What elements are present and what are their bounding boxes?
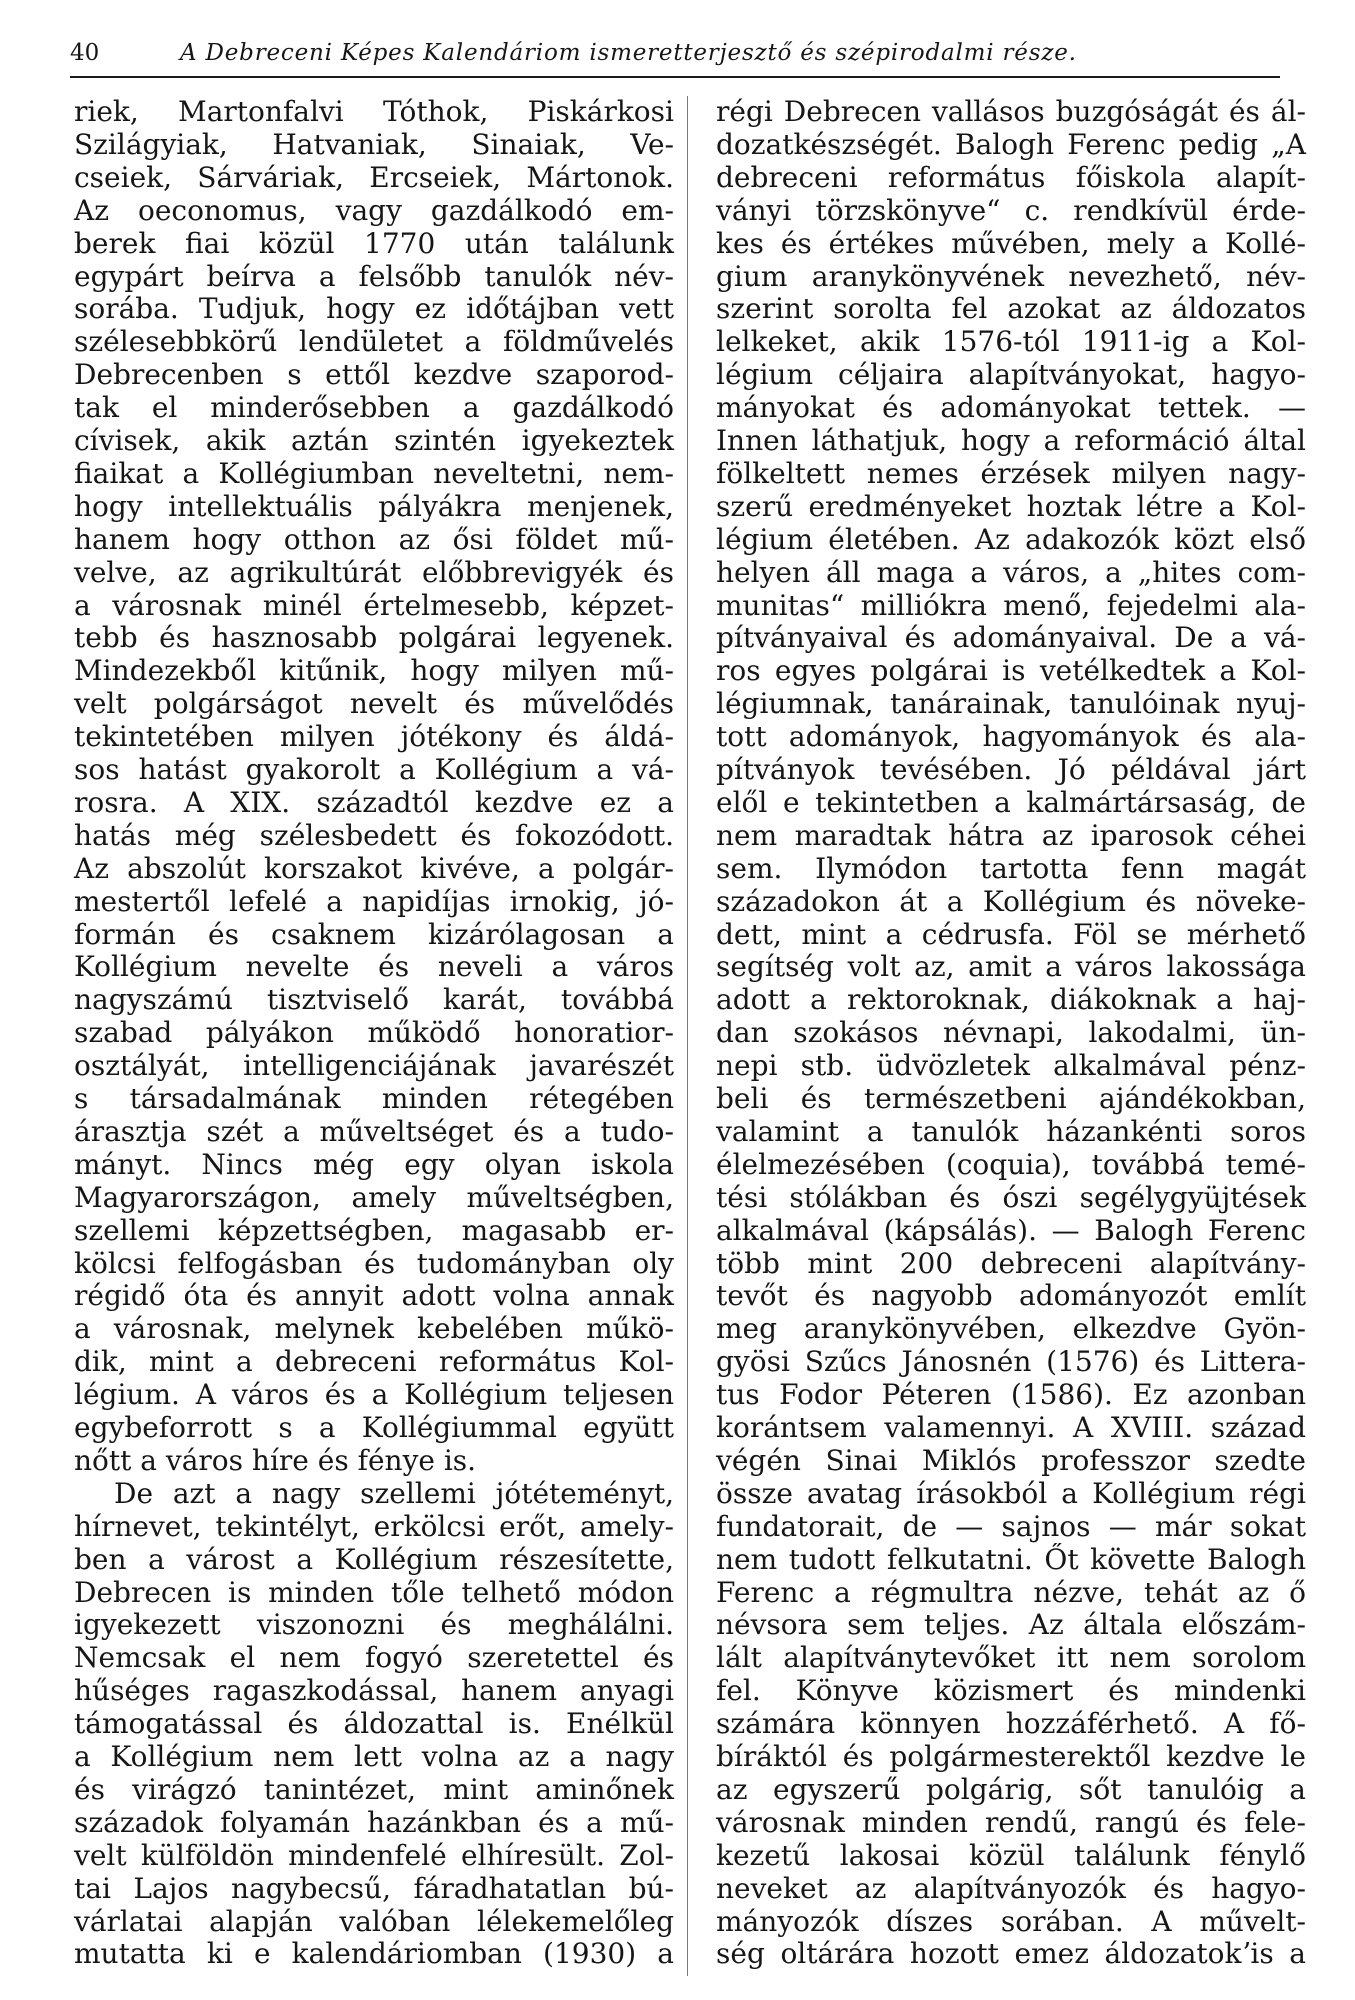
text-line: régi Debrecen vallásos buzgóságát és ál- <box>716 95 1306 128</box>
text-line: debreceni református főiskola alapít- <box>716 160 1306 194</box>
text-line: a városnak minél értelmesebb, képzet- <box>74 588 674 622</box>
text-line: pítványaival és adományaival. De a vá- <box>716 621 1306 655</box>
text-line: végén Sinai Miklós professzor szedte <box>716 1443 1306 1477</box>
text-line: riek, Martonfalvi Tóthok, Piskárkosi <box>74 95 674 128</box>
text-line: fundatorait, de — sajnos — már sokat <box>716 1509 1306 1543</box>
text-line: hűséges ragaszkodással, hanem anyagi <box>74 1674 674 1708</box>
text-line: egybeforrott s a Kollégiummal együtt <box>74 1411 674 1444</box>
text-line: Az abszolút korszakot kivéve, a polgár- <box>74 851 674 885</box>
column-divider <box>687 96 688 1976</box>
text-line: századokon át a Kollégium és növeke- <box>716 884 1306 918</box>
text-line: tebb és hasznosabb polgárai legyenek. <box>74 621 674 655</box>
text-line: korántsem valamennyi. A XVIII. század <box>716 1411 1306 1444</box>
text-line: velve, az agrikultúrát előbbrevigyék és <box>74 555 674 589</box>
text-line: nagyszámú tisztviselő karát, továbbá <box>74 983 674 1017</box>
text-line: támogatással és áldozattal is. Enélkül <box>74 1707 674 1741</box>
text-line: adott a rektoroknak, diákoknak a haj- <box>716 983 1306 1017</box>
text-line: szabad pályákon működő honoratior- <box>74 1016 674 1050</box>
text-line: formán és csaknem kizárólagosan a <box>74 917 674 951</box>
text-line: Debrecenben s ettől kezdve szaporod- <box>74 358 674 392</box>
text-line: gium aranykönyvének nevezhető, név- <box>716 259 1306 293</box>
text-line: dozatkészségét. Balogh Ferenc pedig „A <box>716 127 1306 161</box>
text-line: tevőt és nagyobb adományozót említ <box>716 1279 1306 1313</box>
text-line: fel. Könyve közismert és mindenki <box>716 1674 1306 1708</box>
text-line: kezetű lakosai közül találunk fénylő <box>716 1838 1306 1872</box>
text-line: lelkeket, akik 1576-tól 1911-ig a Kol- <box>716 325 1306 359</box>
text-line: sem. Ilymódon tartotta fenn magát <box>716 851 1306 885</box>
text-line: várlatai alapján valóban lélekemelőleg <box>74 1904 674 1938</box>
text-line: hatás még szélesbedett és fokozódott. <box>74 818 674 852</box>
text-line: egypárt beírva a felsőbb tanulók név- <box>74 259 674 293</box>
text-line: nem tudott felkutatni. Őt követte Balogh <box>716 1542 1306 1576</box>
text-line: sorába. Tudjuk, hogy ez időtájban vett <box>74 292 674 326</box>
running-title: A Debreceni Képes Kalendáriom ismeretterjesztő és szépirodalmi része. <box>180 40 1077 66</box>
text-line: Innen láthatjuk, hogy a reformáció által <box>716 424 1306 457</box>
text-line: kölcsi felfogásban és tudományban oly <box>74 1246 674 1280</box>
text-line: berek fiai közül 1770 után találunk <box>74 226 674 260</box>
text-line: Magyarországon, amely műveltségben, <box>74 1180 674 1214</box>
text-line: mutatta ki e kalendáriomban (1930) a <box>74 1937 674 1971</box>
text-line: meg aranykönyvében, elkezdve Gyön- <box>716 1312 1306 1346</box>
text-line: szerű eredményeket hoztak létre a Kol- <box>716 489 1306 523</box>
text-line: tott adományok, hagyományok és ala- <box>716 720 1306 754</box>
text-line: szellemi képzettségben, magasabb er- <box>74 1213 674 1247</box>
text-line: árasztja szét a műveltséget és a tudo- <box>74 1114 674 1148</box>
text-line: Szilágyiak, Hatvaniak, Sinaiak, Ve- <box>74 127 674 161</box>
text-line: a városnak, melynek kebelében műkö- <box>74 1312 674 1346</box>
text-line: beli és természetbeni ajándékokban, <box>716 1082 1306 1115</box>
text-line: hogy intellektuális pályákra menjenek, <box>74 489 674 523</box>
text-line: bíráktól és polgármesterektől kezdve le <box>716 1740 1306 1773</box>
text-line: cseiek, Sárváriak, Ercseiek, Mártonok. <box>74 160 674 194</box>
text-line: pítványok tevésében. Jó példával járt <box>716 753 1306 786</box>
text-line: Az oeconomus, vagy gazdálkodó em- <box>74 193 674 227</box>
text-line: valamint a tanulók házankénti soros <box>716 1114 1306 1148</box>
text-line: dett, mint a cédrusfa. Föl se mérhető <box>716 917 1306 951</box>
text-line: a Kollégium nem lett volna az a nagy <box>74 1740 674 1773</box>
text-line: tési stólákban és ószi segélygyüjtések <box>716 1180 1306 1214</box>
text-line: dan szokásos névnapi, lakodalmi, ün- <box>716 1016 1306 1050</box>
text-line: tak el minderősebben a gazdálkodó <box>74 391 674 425</box>
text-line: osztályát, intelligenciájának javarészét <box>74 1049 674 1083</box>
text-line: velt polgárságot nevelt és művelődés <box>74 687 674 721</box>
text-line: fiaikat a Kollégiumban neveltetni, nem- <box>74 456 674 490</box>
text-line: hanem hogy otthon az ősi földet mű- <box>74 522 674 556</box>
text-line: velt külföldön mindenfelé elhíresült. Zol- <box>74 1838 674 1872</box>
text-line: Kollégium nevelte és neveli a város <box>74 950 674 984</box>
text-line: névsora sem teljes. Az általa előszám- <box>716 1608 1306 1642</box>
text-line: városnak minden rendű, rangú és fele- <box>716 1805 1306 1839</box>
text-line: dik, mint a debreceni református Kol- <box>74 1345 674 1379</box>
text-line: neveket az alapítványozók és hagyo- <box>716 1871 1306 1905</box>
text-line: nőtt a város híre és fénye is. <box>74 1443 477 1477</box>
text-line: mányt. Nincs még egy olyan iskola <box>74 1147 674 1181</box>
text-line: tai Lajos nagybecsű, fáradhatatlan bú- <box>74 1871 674 1905</box>
text-line: Mindezekből kitűnik, hogy milyen mű- <box>74 654 674 688</box>
text-line: ványi törzskönyve“ c. rendkívül érde- <box>716 193 1306 227</box>
text-line: tekintetében milyen jótékony és áldá- <box>74 720 674 754</box>
text-line: szélesebbkörű lendületet a földművelés <box>74 325 674 359</box>
text-line: számára könnyen hozzáférhető. A fő- <box>716 1707 1306 1741</box>
text-line: fölkeltett nemes érzések milyen nagy- <box>716 456 1306 490</box>
text-line: az egyszerű polgárig, sőt tanulóig a <box>716 1772 1306 1806</box>
text-line: ség oltárára hozott emez áldozatokʼis a <box>716 1937 1306 1971</box>
text-line: helyen áll maga a város, a „hites com- <box>716 555 1306 589</box>
text-line: s társadalmának minden rétegében <box>74 1082 674 1115</box>
text-line: és virágzó tanintézet, mint aminőnek <box>74 1772 674 1806</box>
page-number: 40 <box>70 40 100 66</box>
text-line: rosra. A XIX. századtól kezdve ez a <box>74 785 674 819</box>
text-line: igyekezett viszonozni és meghálálni. <box>74 1608 674 1642</box>
text-line: szerint sorolta fel azokat az áldozatos <box>716 292 1306 326</box>
text-line: kes és értékes művében, mely a Kollé- <box>716 226 1306 260</box>
text-line: Nemcsak el nem fogyó szeretettel és <box>74 1641 674 1675</box>
text-line: De azt a nagy szellemi jótéteményt, <box>114 1476 674 1510</box>
text-line: nem maradtak hátra az iparosok céhei <box>716 818 1306 852</box>
text-line: munitas“ milliókra menő, fejedelmi ala- <box>716 588 1306 622</box>
text-line: ben a várost a Kollégium részesítette, <box>74 1542 674 1576</box>
text-line: cívisek, akik aztán szintén igyekeztek <box>74 424 674 457</box>
text-line: légiumnak, tanárainak, tanulóinak nyuj- <box>716 687 1306 721</box>
text-line: századok folyamán hazánkban és a mű- <box>74 1805 674 1839</box>
text-line: össze avatag írásokból a Kollégium régi <box>716 1476 1306 1510</box>
header-rule <box>70 76 1280 78</box>
text-line: légium életében. Az adakozók közt első <box>716 522 1306 556</box>
text-line: tus Fodor Péteren (1586). Ez azonban <box>716 1378 1306 1412</box>
text-line: mányokat és adományokat tettek. — <box>716 391 1306 425</box>
text-line: segítség volt az, amit a város lakossága <box>716 950 1306 984</box>
text-line: lált alapítványtevőket itt nem sorolom <box>716 1641 1306 1675</box>
text-line: elől e tekintetben a kalmártársaság, de <box>716 785 1306 819</box>
text-line: mányozók díszes sorában. A művelt- <box>716 1904 1306 1938</box>
text-line: légium. A város és a Kollégium teljesen <box>74 1378 674 1412</box>
text-line: Ferenc a régmultra nézve, tehát az ő <box>716 1575 1306 1609</box>
text-line: sos hatást gyakorolt a Kollégium a vá- <box>74 753 674 786</box>
text-line: Debrecen is minden tőle telhető módon <box>74 1575 674 1609</box>
text-line: több mint 200 debreceni alapítvány- <box>716 1246 1306 1280</box>
text-line: ros egyes polgárai is vetélkedtek a Kol- <box>716 654 1306 688</box>
text-line: nepi stb. üdvözletek alkalmával pénz- <box>716 1049 1306 1083</box>
text-line: gyösi Szűcs Jánosnén (1576) és Littera- <box>716 1345 1306 1379</box>
text-line: alkalmával (kápsálás). — Balogh Ferenc <box>716 1213 1306 1247</box>
running-header <box>70 28 1280 78</box>
text-line: légium céljaira alapítványokat, hagyo- <box>716 358 1306 392</box>
text-line: mestertől lefelé a napidíjas irnokig, jó- <box>74 884 674 918</box>
text-line: élelmezésében (coquia), továbbá temé- <box>716 1147 1306 1181</box>
text-line: régidő óta és annyit adott volna annak <box>74 1279 674 1313</box>
text-line: hírnevet, tekintélyt, erkölcsi erőt, amely- <box>74 1509 674 1543</box>
